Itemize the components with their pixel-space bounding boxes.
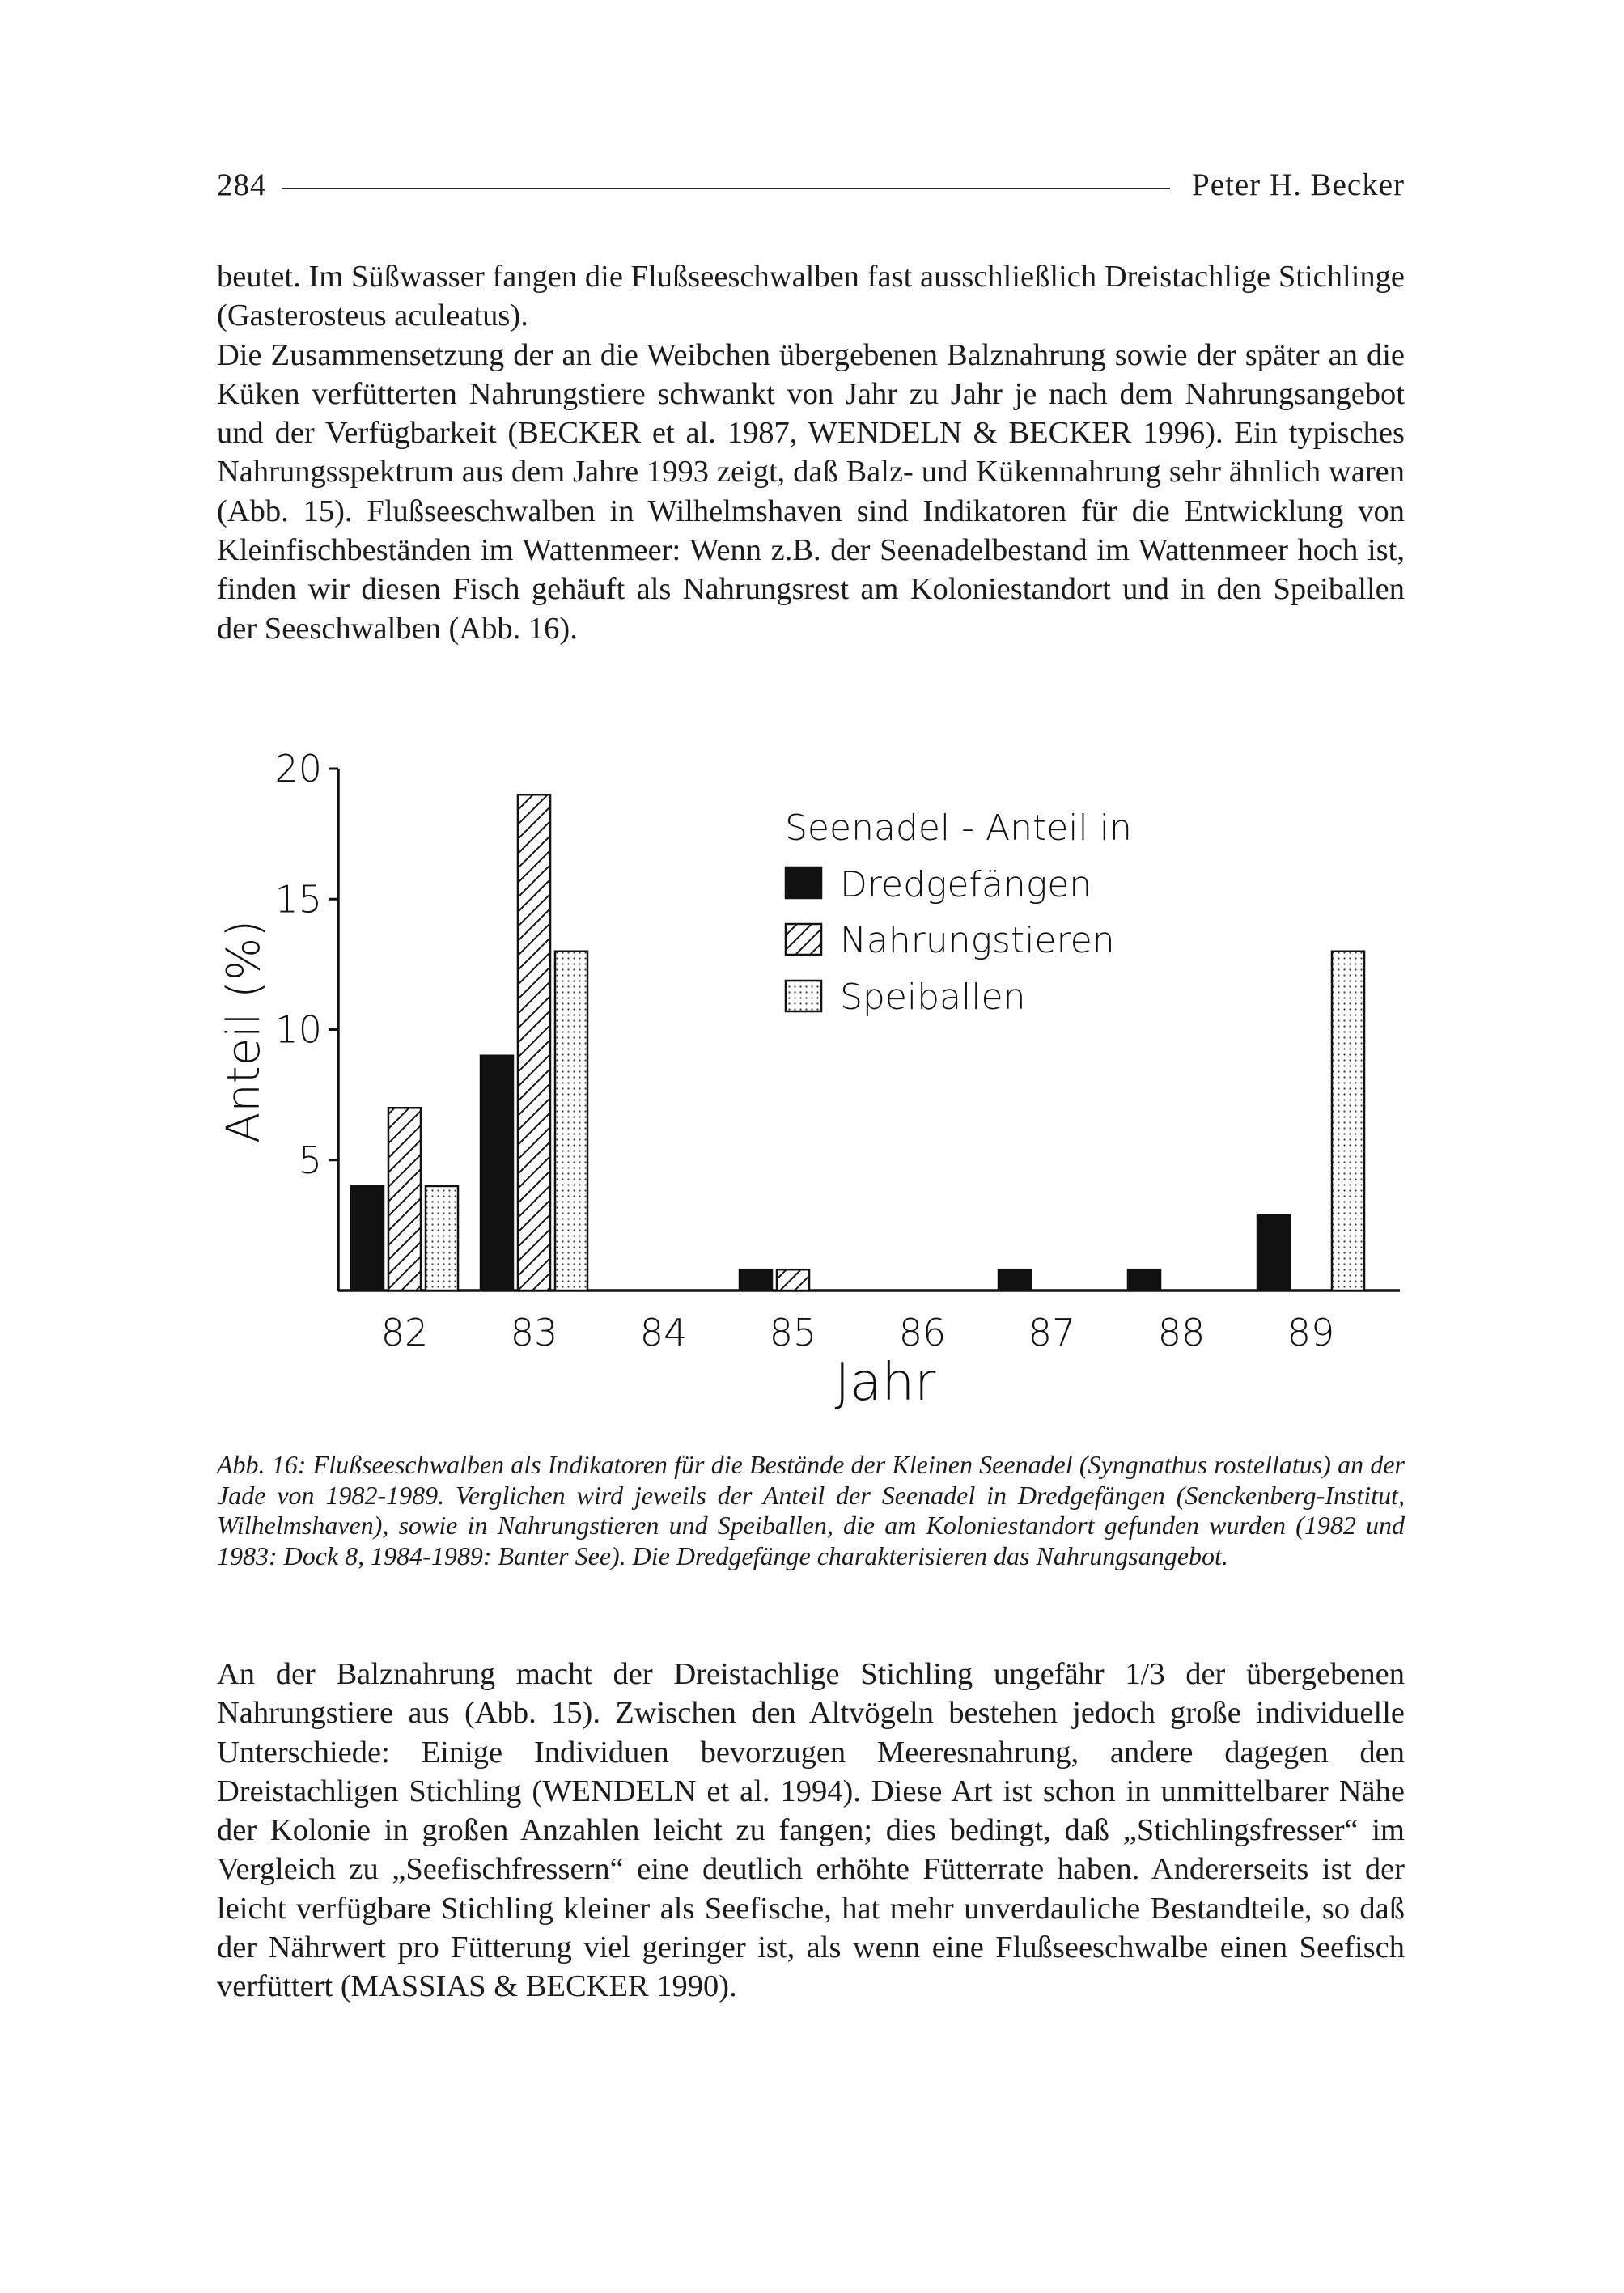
legend-swatch-dotted	[786, 981, 821, 1011]
bar-hatched-83	[518, 795, 550, 1291]
x-axis-label: Jahr	[834, 1353, 936, 1413]
x-tick-label: 82	[380, 1311, 429, 1354]
paragraph-top-1: beutet. Im Süßwasser fangen die Flußseeschwalben fast ausschließlich Dreistachlige Stichlinge (Gasterosteus aculeatus).	[217, 260, 1405, 333]
legend-label-dredge: Dredgefängen	[840, 864, 1092, 905]
header-rule	[282, 188, 1170, 189]
bar-dotted-83	[555, 952, 587, 1291]
bar-dotted-89	[1332, 952, 1364, 1291]
legend	[785, 807, 1132, 1018]
bar-solid-85	[740, 1269, 772, 1291]
x-tick-label: 89	[1287, 1311, 1335, 1354]
page-number: 284	[217, 167, 267, 202]
paragraph-top-2: Die Zusammensetzung der an die Weibchen übergebenen Balznahrung sowie der später an die Küken verfütterten Nahrungstiere schwankt von Jahr zu Jahr je nach dem Nahrungsangebot und der Verfügbarkeit (BECKER et al. 1987, WENDELN & BECKER 1996). Ein typisches Nahrungsspektrum aus dem Jahre 1993 zeigt, daß Balz- und Kükennahrung sehr ähnlich waren (Abb. 15). Flußseeschwalben in Wilhelmshaven sind Indikatoren für die Entwicklung von Kleinfischbeständen im Wattenmeer: Wenn z.B. der Seenadelbestand im Wattenmeer hoch ist, finden wir diesen Fisch gehäuft als Nahrungsrest am Koloniestandort und in den Speiballen der Seeschwalben (Abb. 16).	[217, 337, 1405, 646]
legend-title: Seenadel - Anteil in	[785, 807, 1132, 849]
x-tick-label: 83	[510, 1311, 558, 1354]
legend-swatch-solid	[786, 867, 821, 898]
bar-hatched-85	[777, 1269, 809, 1291]
y-axis-label: Anteil (%)	[218, 919, 270, 1144]
bar-chart	[209, 740, 1423, 1436]
y-tick-label: 10	[274, 1007, 322, 1052]
legend-swatch-hatched	[786, 924, 821, 955]
y-tick-label: 15	[274, 877, 322, 922]
x-tick-label: 86	[898, 1311, 947, 1354]
x-tick-label: 85	[769, 1311, 817, 1354]
x-tick-label: 84	[639, 1311, 688, 1354]
running-header	[217, 167, 1405, 206]
bar-solid-89	[1257, 1214, 1290, 1291]
bar-hatched-82	[388, 1108, 421, 1291]
running-author: Peter H. Becker	[1192, 167, 1405, 202]
bar-solid-87	[999, 1269, 1031, 1291]
x-tick-labels	[381, 1311, 1335, 1354]
x-tick-label: 87	[1028, 1311, 1076, 1354]
bar-solid-88	[1128, 1269, 1160, 1291]
bar-dotted-82	[426, 1186, 458, 1291]
figure-caption: Abb. 16: Flußseeschwalben als Indikatoren für die Bestände der Kleinen Seenadel (Syngnathus rostellatus) an der Jade von 1982-1989. Verglichen wird jeweils der Anteil der Seenadel in Dredgefängen (Senckenberg-Institut, Wilhelmshaven), sowie in Nahrungstieren und Speiballen, die am Koloniestandort gefunden wurden (1982 und 1983: Dock 8, 1984-1989: Banter See). Die Dredgefänge charakterisieren das Nahrungsangebot.	[217, 1450, 1405, 1570]
x-tick-label: 88	[1157, 1311, 1206, 1354]
paragraph-top	[217, 257, 1405, 648]
paragraph-bottom: An der Balznahrung macht der Dreistachlige Stichling ungefähr 1/3 der übergebenen Nahrungstiere aus (Abb. 15). Zwischen den Altvögeln bestehen jedoch große individuelle Unterschiede: Einige Individuen bevorzugen Meeresnahrung, andere dagegen den Dreistachligen Stichling (WENDELN et al. 1994). Diese Art ist schon in unmittelbarer Nähe der Kolonie in großen Anzahlen leicht zu fangen; dies bedingt, daß „Stichlingsfresser“ im Vergleich zu „Seefischfressern“ eine deutlich erhöhte Fütterrate haben. Andererseits ist der leicht verfügbare Stichling kleiner als Seefische, hat mehr unverdauliche Bestandteile, so daß der Nährwert pro Fütterung viel geringer ist, als wenn eine Flußseeschwalbe einen Seefisch verfüttert (MASSIAS & BECKER 1990).	[217, 1657, 1405, 2004]
legend-label-nahrung: Nahrungstieren	[840, 920, 1115, 961]
y-ticks	[274, 747, 338, 1182]
y-tick-label: 5	[298, 1138, 322, 1182]
bar-solid-82	[351, 1186, 384, 1291]
bar-solid-83	[481, 1056, 513, 1291]
y-tick-label: 20	[274, 747, 322, 790]
legend-label-speiballen: Speiballen	[840, 977, 1026, 1018]
